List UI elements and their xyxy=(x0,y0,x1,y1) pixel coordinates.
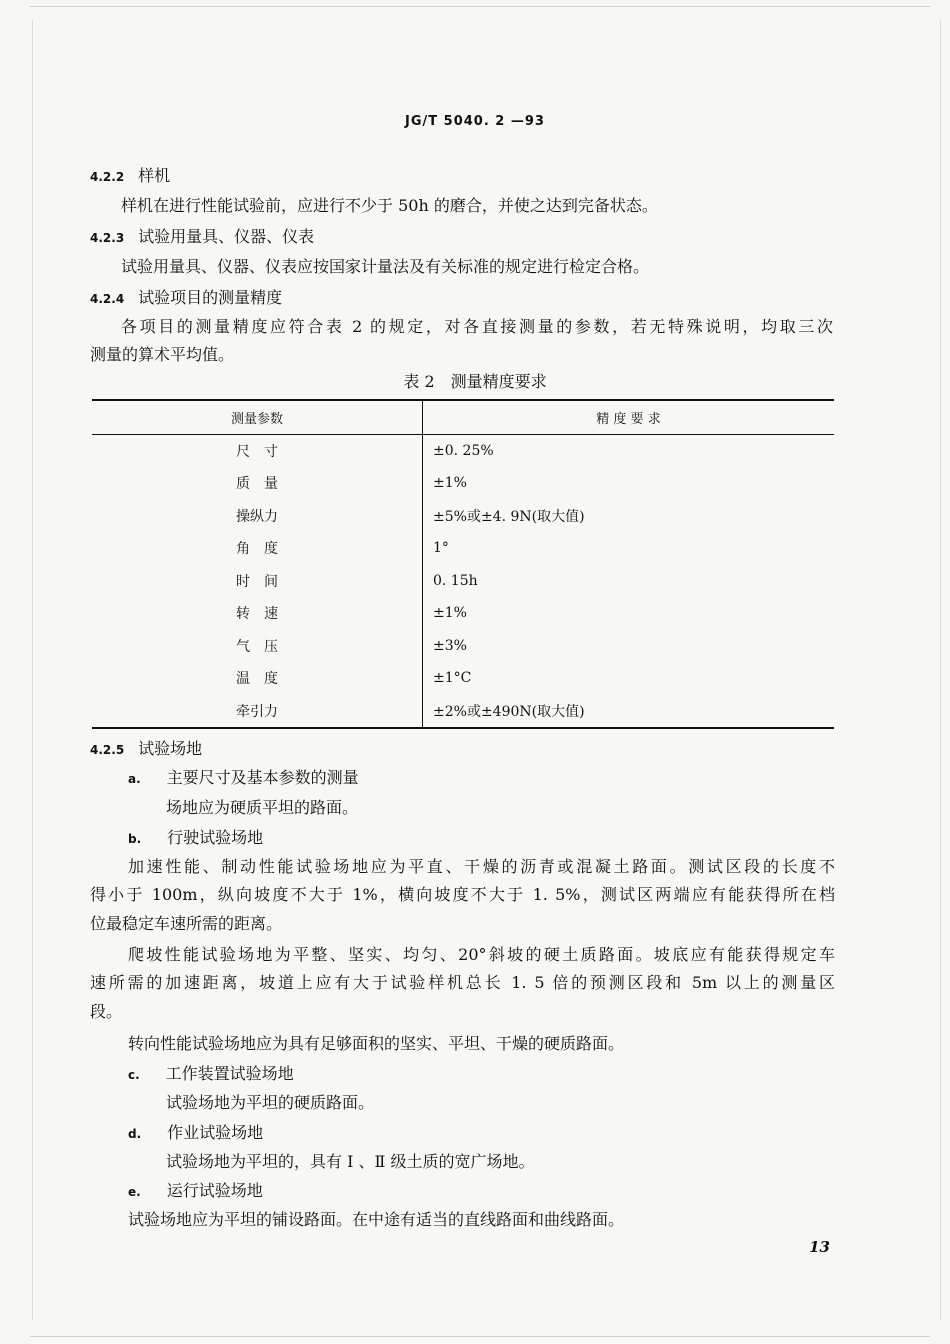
table-row xyxy=(92,532,834,565)
item-title: 主要尺寸及基本参数的测量 xyxy=(166,768,359,787)
accuracy-cell: ±0. 25% xyxy=(433,442,494,459)
section-title: 试验项目的测量精度 xyxy=(138,288,283,307)
table-row xyxy=(92,565,834,598)
parameter-cell: 温 度 xyxy=(92,662,423,695)
item-d-heading xyxy=(128,1122,263,1145)
table-row xyxy=(92,695,834,729)
item-marker: a. xyxy=(128,772,141,786)
column-header-parameter: 测量参数 xyxy=(92,400,423,434)
page-header: JG/T 5040. 2 —93 xyxy=(405,114,545,129)
item-title: 运行试验场地 xyxy=(166,1181,263,1200)
column-header-accuracy: 精 度 要 求 xyxy=(596,411,661,427)
table-row xyxy=(92,630,834,663)
accuracy-cell: ±3% xyxy=(433,637,467,654)
item-b-para3: 转向性能试验场地应为具有足够面积的坚实、平坦、干燥的硬质路面。 xyxy=(128,1034,625,1053)
item-b-para1-line2: 得小于 100m，纵向坡度不大于 1%，横向坡度不大于 1. 5%，测试区两端应有能获得所在档 xyxy=(90,885,835,904)
parameter-cell: 角 度 xyxy=(92,532,423,565)
section-title: 样机 xyxy=(138,166,171,185)
table-row xyxy=(92,467,834,500)
parameter-cell: 气 压 xyxy=(92,630,423,663)
item-b-para2-line2: 速所需的加速距离，坡道上应有大于试验样机总长 1. 5 倍的预测区段和 5m 以上的测量区 xyxy=(90,973,835,992)
table-row xyxy=(92,500,834,533)
scan-border-left xyxy=(32,20,33,1320)
item-b-para1-line3: 位最稳定车速所需的距离。 xyxy=(90,914,283,933)
item-title: 行驶试验场地 xyxy=(167,828,264,847)
section-4-2-5-heading xyxy=(90,738,202,761)
measurement-accuracy-table xyxy=(92,399,834,729)
parameter-cell: 质 量 xyxy=(92,467,423,500)
item-b-para1-line1: 加速性能、制动性能试验场地应为平直、干燥的沥青或混凝土路面。测试区段的长度不 xyxy=(128,857,835,876)
item-e-body: 试验场地应为平坦的铺设路面。在中途有适当的直线路面和曲线路面。 xyxy=(128,1210,625,1229)
section-4-2-2-body: 样机在进行性能试验前，应进行不少于 50h 的磨合，并使之达到完备状态。 xyxy=(121,196,658,215)
accuracy-cell: ±1% xyxy=(433,605,467,622)
item-a-heading xyxy=(128,767,359,790)
section-4-2-3-body: 试验用量具、仪器、仪表应按国家计量法及有关标准的规定进行检定合格。 xyxy=(121,257,650,276)
section-number: 4.2.3 xyxy=(90,231,125,245)
section-4-2-4-heading xyxy=(90,287,282,310)
accuracy-cell: ±1°C xyxy=(433,670,472,687)
page-number: 13 xyxy=(809,1238,830,1256)
item-title: 作业试验场地 xyxy=(167,1123,264,1142)
scan-border-bottom xyxy=(30,1336,930,1337)
parameter-cell: 时 间 xyxy=(92,565,423,598)
section-4-2-4-body-line1: 各项目的测量精度应符合表 2 的规定，对各直接测量的参数，若无特殊说明，均取三次 xyxy=(121,317,833,336)
accuracy-cell: ±2%或±490N(取大值) xyxy=(433,703,585,720)
section-4-2-4-body-line2: 测量的算术平均值。 xyxy=(90,345,235,364)
section-number: 4.2.4 xyxy=(90,292,125,306)
table-row xyxy=(92,597,834,630)
scan-border-top xyxy=(30,6,930,7)
item-marker: e. xyxy=(128,1185,141,1199)
scan-border-right xyxy=(940,20,941,1320)
accuracy-cell: ±1% xyxy=(433,475,467,492)
item-a-body: 场地应为硬质平坦的路面。 xyxy=(166,798,359,817)
accuracy-cell: ±5%或±4. 9N(取大值) xyxy=(433,508,585,525)
item-b-para2-line3: 段。 xyxy=(90,1002,123,1021)
table-header-row xyxy=(92,400,834,434)
item-e-heading xyxy=(128,1180,263,1203)
section-number: 4.2.2 xyxy=(90,170,125,184)
section-4-2-2-heading xyxy=(90,165,170,188)
accuracy-cell: 1° xyxy=(433,540,449,557)
item-marker: c. xyxy=(128,1068,140,1082)
item-d-body: 试验场地为平坦的，具有 Ⅰ 、Ⅱ 级土质的宽广场地。 xyxy=(166,1152,535,1171)
item-marker: d. xyxy=(128,1127,142,1141)
accuracy-cell: 0. 15h xyxy=(433,572,478,589)
item-marker: b. xyxy=(128,832,142,846)
parameter-cell: 转 速 xyxy=(92,597,423,630)
table-caption: 表 2 测量精度要求 xyxy=(403,372,547,391)
item-c-body: 试验场地为平坦的硬质路面。 xyxy=(166,1093,375,1112)
item-b-heading xyxy=(128,827,263,850)
section-4-2-3-heading xyxy=(90,226,314,249)
parameter-cell: 尺 寸 xyxy=(92,434,423,467)
table-row xyxy=(92,662,834,695)
section-number: 4.2.5 xyxy=(90,743,125,757)
item-title: 工作装置试验场地 xyxy=(165,1064,294,1083)
table-row xyxy=(92,434,834,467)
item-b-para2-line1: 爬坡性能试验场地为平整、坚实、均匀、20°斜坡的硬土质路面。坡底应有能获得规定车 xyxy=(128,945,835,964)
parameter-cell: 操纵力 xyxy=(92,500,423,533)
section-title: 试验场地 xyxy=(138,739,203,758)
item-c-heading xyxy=(128,1063,294,1086)
parameter-cell: 牵引力 xyxy=(92,695,423,729)
section-title: 试验用量具、仪器、仪表 xyxy=(138,227,315,246)
